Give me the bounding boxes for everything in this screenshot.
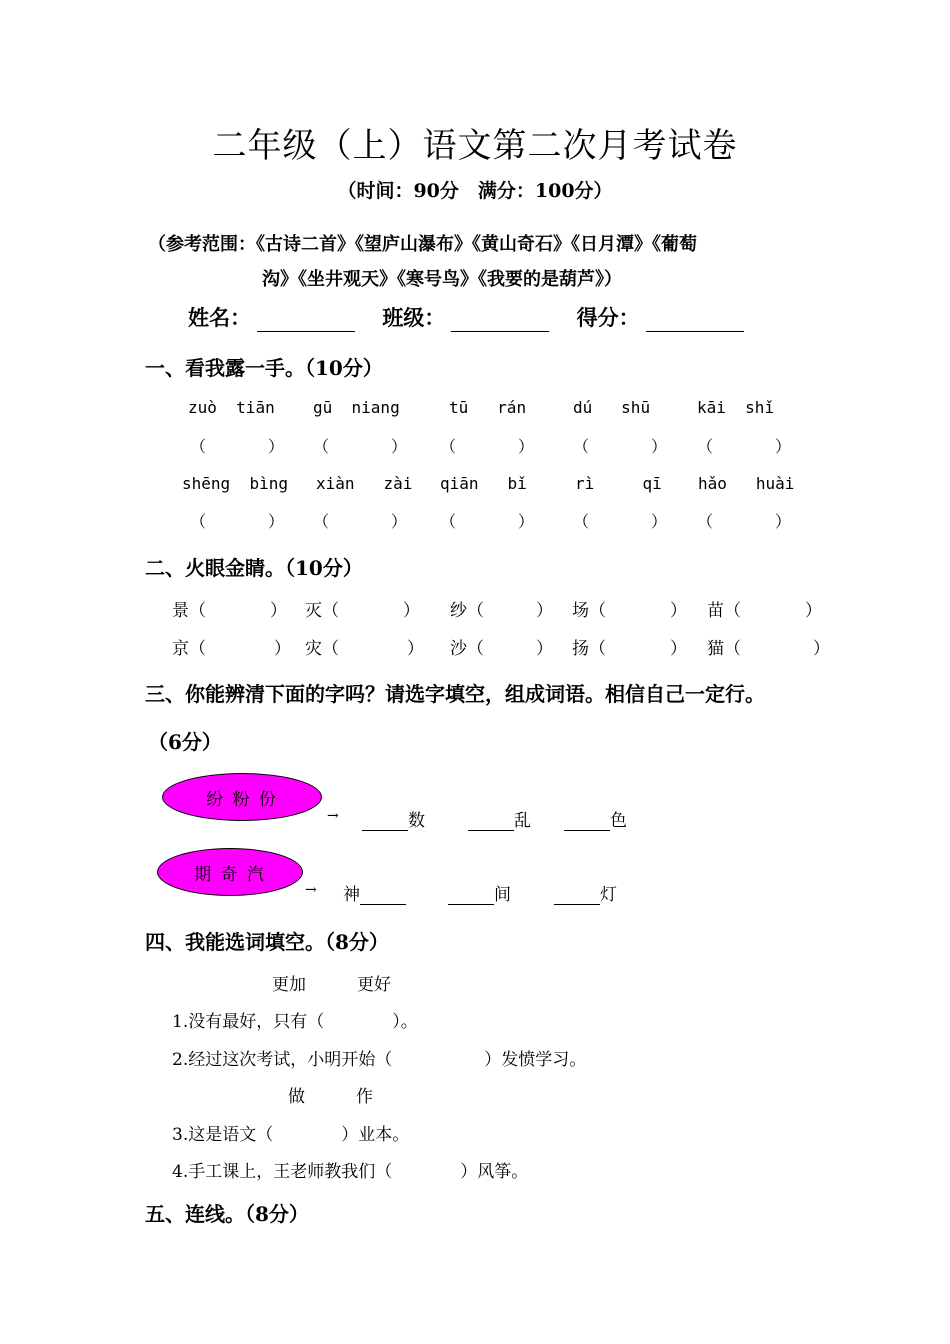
char-box-1-5[interactable]: 苗（ ） [707,601,822,621]
pinyin-1-3: tū rán [449,398,527,417]
question-3: 3.这是语文（ ）业本。 [172,1125,410,1145]
answer-box-1-2[interactable]: （ ） [313,437,408,456]
answer-box-1-4[interactable]: （ ） [573,437,668,456]
pinyin-1-4: dú shū [573,398,651,417]
char-box-2-3[interactable]: 沙（ ） [450,639,553,659]
char-box-2-1[interactable]: 京（ ） [172,639,291,659]
arrow-icon: → [327,808,339,824]
char-choice-oval-1: 纷 粉 份 [162,773,322,821]
word-blank-1-3[interactable]: 色 [564,806,627,831]
class-blank[interactable] [451,330,549,332]
pinyin-2-4: rì qī [575,474,662,493]
section-4-heading: 四、我能选词填空。（8分） [145,930,389,954]
section-3-heading: 三、你能辨清下面的字吗？请选字填空，组成词语。相信自己一定行。 [145,682,765,706]
char-box-1-4[interactable]: 场（ ） [572,601,687,621]
pinyin-2-2: xiàn zài [316,474,413,493]
answer-box-2-3[interactable]: （ ） [440,512,535,531]
answer-box-2-4[interactable]: （ ） [573,512,668,531]
info-row [188,302,744,332]
char-box-1-1[interactable]: 景（ ） [172,601,287,621]
question-2: 2.经过这次考试，小明开始（ ）发愤学习。 [172,1050,587,1070]
question-1: 1.没有最好，只有（ ）。 [172,1012,418,1032]
char-box-1-3[interactable]: 纱（ ） [450,601,553,621]
section-3-score: （6分） [148,730,222,754]
char-box-2-4[interactable]: 扬（ ） [572,639,687,659]
pinyin-2-5: hǎo huài [698,474,795,493]
section-1-heading: 一、看我露一手。（10分） [145,356,383,380]
pinyin-2-3: qiān bǐ [440,474,527,493]
scope-line-1: （参考范围：《古诗二首》《望庐山瀑布》《黄山奇石》《日月潭》《葡萄 [148,234,697,255]
word-choices-1: 更加 更好 [272,975,391,995]
char-box-1-2[interactable]: 灭（ ） [305,601,420,621]
word-blank-2-2[interactable]: 间 [448,880,511,905]
word-blank-2-1[interactable]: 神 [343,880,406,905]
word-blank-2-3[interactable]: 灯 [554,880,617,905]
name-blank[interactable] [257,330,355,332]
answer-box-1-5[interactable]: （ ） [697,437,792,456]
page-title: 二年级（上）语文第二次月考试卷 [212,126,738,166]
answer-box-2-2[interactable]: （ ） [313,512,408,531]
exam-time-score: （时间：90分 满分：100分） [337,180,613,202]
word-blank-1-2[interactable]: 乱 [468,806,531,831]
answer-box-2-1[interactable]: （ ） [190,512,285,531]
answer-box-1-1[interactable]: （ ） [190,437,285,456]
char-choice-oval-2: 期 奇 汽 [157,848,303,896]
pinyin-1-2: gū niang [313,398,400,417]
score-label: 得分： [576,305,640,330]
score-blank[interactable] [646,330,744,332]
char-box-2-5[interactable]: 猫（ ） [707,639,830,659]
section-2-heading: 二、火眼金睛。（10分） [145,556,363,580]
word-choices-2: 做 作 [288,1087,373,1107]
pinyin-1-5: kāi shǐ [697,398,775,417]
pinyin-2-1: shēng bìng [182,474,288,493]
name-label: 姓名： [188,305,251,330]
pinyin-1-1: zuò tiān [188,398,275,417]
char-box-2-2[interactable]: 灾（ ） [305,639,424,659]
question-4: 4.手工课上，王老师教我们（ ）风筝。 [172,1162,529,1182]
answer-box-2-5[interactable]: （ ） [697,512,792,531]
arrow-icon: → [305,882,317,898]
section-5-heading: 五、连线。（8分） [145,1202,309,1226]
class-label: 班级： [382,305,446,330]
word-blank-1-1[interactable]: 数 [362,806,425,831]
answer-box-1-3[interactable]: （ ） [440,437,535,456]
scope-line-2: 沟》《坐井观天》《寒号鸟》《我要的是葫芦》） [262,269,622,290]
